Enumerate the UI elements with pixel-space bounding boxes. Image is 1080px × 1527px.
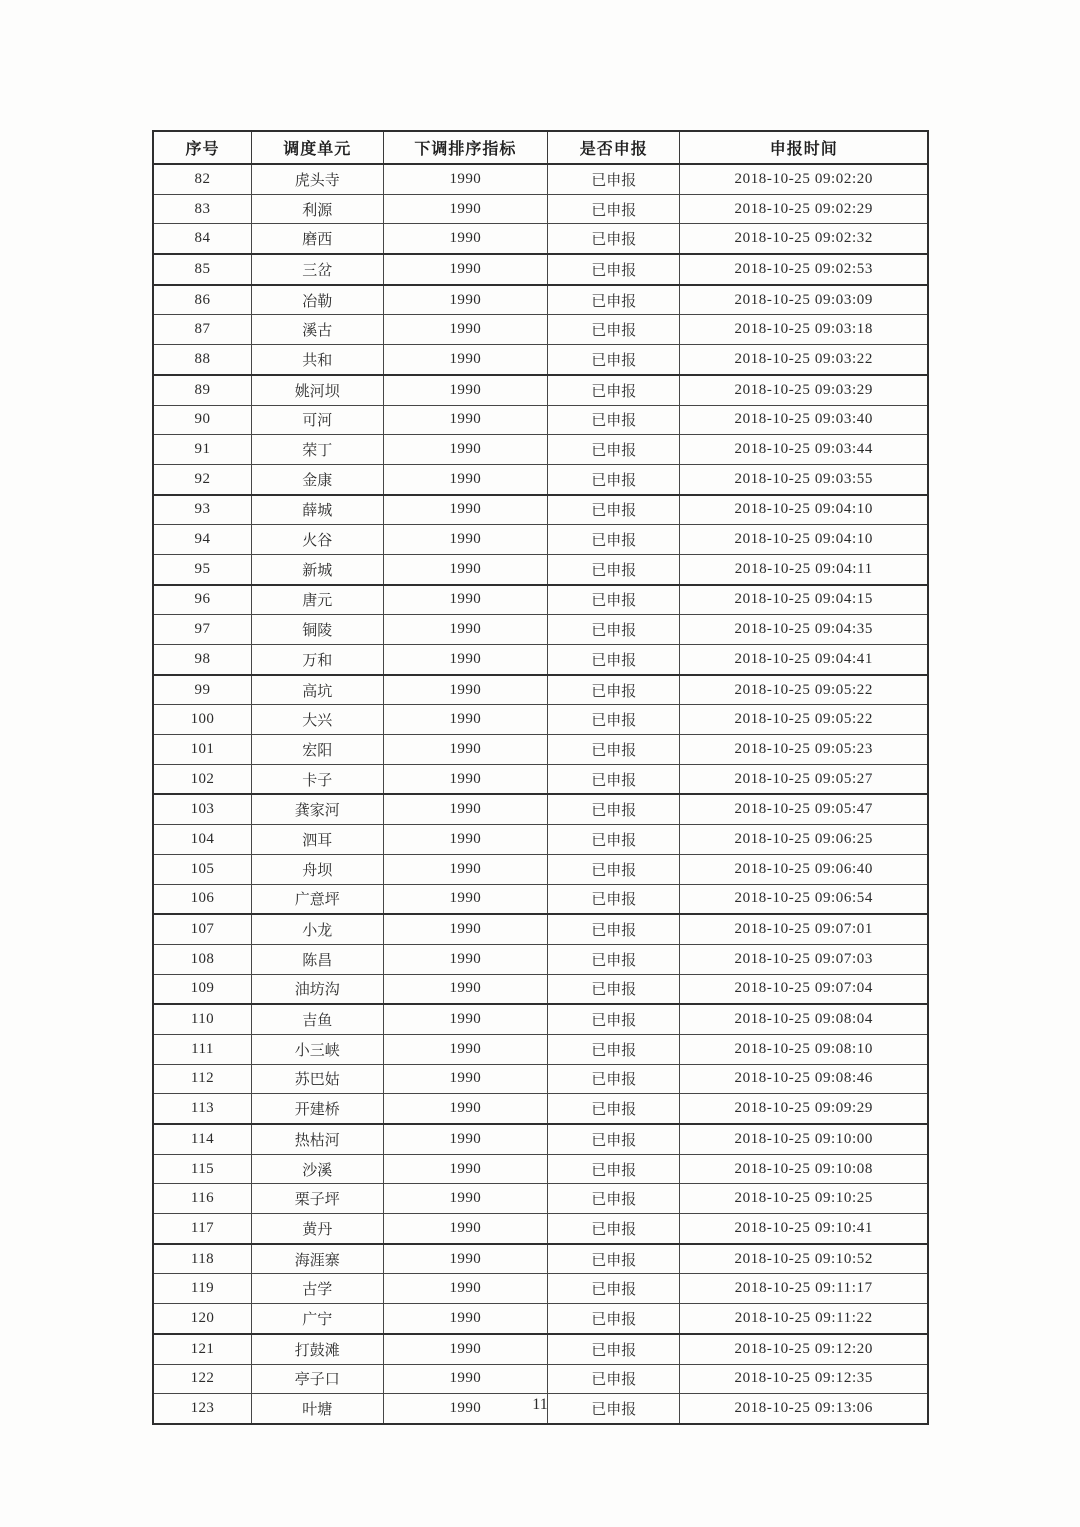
- cell-declare-time: 2018-10-25 09:04:10: [680, 525, 928, 555]
- cell-declare-time: 2018-10-25 09:04:35: [680, 615, 928, 645]
- cell-declare-time: 2018-10-25 09:03:22: [680, 345, 928, 375]
- cell-dispatch-unit: 舟坝: [251, 854, 383, 884]
- cell-dispatch-unit: 海涯寨: [251, 1244, 383, 1274]
- cell-declared-status: 已申报: [547, 1034, 680, 1064]
- table-row: [153, 1004, 928, 1034]
- cell-declared-status: 已申报: [547, 1304, 680, 1334]
- cell-declare-time: 2018-10-25 09:05:22: [680, 705, 928, 735]
- column-header-serial-number: 序号: [153, 131, 251, 164]
- column-header-dispatch-unit: 调度单元: [251, 131, 383, 164]
- cell-down-rank-index: 1990: [383, 854, 547, 884]
- cell-serial-number: 108: [153, 944, 251, 974]
- cell-declared-status: 已申报: [547, 1004, 680, 1034]
- table-row: [153, 1304, 928, 1334]
- cell-declared-status: 已申报: [547, 585, 680, 615]
- cell-serial-number: 123: [153, 1394, 251, 1424]
- cell-serial-number: 88: [153, 345, 251, 375]
- cell-down-rank-index: 1990: [383, 1364, 547, 1394]
- cell-serial-number: 104: [153, 825, 251, 855]
- cell-declared-status: 已申报: [547, 164, 680, 194]
- cell-declared-status: 已申报: [547, 1184, 680, 1214]
- table-row: [153, 1244, 928, 1274]
- table-row: [153, 974, 928, 1004]
- cell-dispatch-unit: 磨西: [251, 224, 383, 254]
- cell-declared-status: 已申报: [547, 735, 680, 765]
- cell-declared-status: 已申报: [547, 914, 680, 944]
- cell-declare-time: 2018-10-25 09:10:08: [680, 1154, 928, 1184]
- cell-down-rank-index: 1990: [383, 1004, 547, 1034]
- cell-down-rank-index: 1990: [383, 1304, 547, 1334]
- cell-dispatch-unit: 荣丁: [251, 435, 383, 465]
- cell-declared-status: 已申报: [547, 1124, 680, 1154]
- column-header-down-rank-index: 下调排序指标: [383, 131, 547, 164]
- cell-dispatch-unit: 卡子: [251, 764, 383, 794]
- cell-declared-status: 已申报: [547, 645, 680, 675]
- cell-serial-number: 105: [153, 854, 251, 884]
- cell-serial-number: 113: [153, 1094, 251, 1124]
- cell-down-rank-index: 1990: [383, 435, 547, 465]
- cell-declare-time: 2018-10-25 09:05:27: [680, 764, 928, 794]
- cell-down-rank-index: 1990: [383, 405, 547, 435]
- table-row: [153, 854, 928, 884]
- cell-serial-number: 100: [153, 705, 251, 735]
- cell-down-rank-index: 1990: [383, 285, 547, 315]
- table-row: [153, 554, 928, 584]
- cell-declared-status: 已申报: [547, 1064, 680, 1094]
- cell-declare-time: 2018-10-25 09:02:20: [680, 164, 928, 194]
- cell-declare-time: 2018-10-25 09:03:44: [680, 435, 928, 465]
- cell-declare-time: 2018-10-25 09:05:47: [680, 794, 928, 824]
- cell-declared-status: 已申报: [547, 1154, 680, 1184]
- cell-dispatch-unit: 火谷: [251, 525, 383, 555]
- cell-down-rank-index: 1990: [383, 194, 547, 224]
- cell-declare-time: 2018-10-25 09:05:23: [680, 735, 928, 765]
- cell-down-rank-index: 1990: [383, 375, 547, 405]
- cell-declare-time: 2018-10-25 09:07:01: [680, 914, 928, 944]
- table-row: [153, 525, 928, 555]
- cell-down-rank-index: 1990: [383, 224, 547, 254]
- cell-serial-number: 120: [153, 1304, 251, 1334]
- cell-dispatch-unit: 油坊沟: [251, 974, 383, 1004]
- table-row: [153, 495, 928, 525]
- cell-declare-time: 2018-10-25 09:11:22: [680, 1304, 928, 1334]
- cell-dispatch-unit: 新城: [251, 554, 383, 584]
- cell-down-rank-index: 1990: [383, 1034, 547, 1064]
- table-row: [153, 1124, 928, 1154]
- table-row: [153, 764, 928, 794]
- cell-serial-number: 112: [153, 1064, 251, 1094]
- cell-down-rank-index: 1990: [383, 1394, 547, 1424]
- cell-serial-number: 82: [153, 164, 251, 194]
- cell-serial-number: 87: [153, 315, 251, 345]
- table-row: [153, 1274, 928, 1304]
- cell-serial-number: 101: [153, 735, 251, 765]
- cell-down-rank-index: 1990: [383, 645, 547, 675]
- cell-declared-status: 已申报: [547, 1274, 680, 1304]
- cell-declare-time: 2018-10-25 09:10:52: [680, 1244, 928, 1274]
- table-row: [153, 375, 928, 405]
- cell-serial-number: 95: [153, 554, 251, 584]
- cell-dispatch-unit: 叶塘: [251, 1394, 383, 1424]
- cell-down-rank-index: 1990: [383, 345, 547, 375]
- cell-declared-status: 已申报: [547, 525, 680, 555]
- cell-declared-status: 已申报: [547, 285, 680, 315]
- table-row: [153, 884, 928, 914]
- cell-declare-time: 2018-10-25 09:07:03: [680, 944, 928, 974]
- cell-declared-status: 已申报: [547, 464, 680, 494]
- cell-declared-status: 已申报: [547, 375, 680, 405]
- cell-down-rank-index: 1990: [383, 495, 547, 525]
- cell-declared-status: 已申报: [547, 224, 680, 254]
- cell-declare-time: 2018-10-25 09:10:00: [680, 1124, 928, 1154]
- cell-down-rank-index: 1990: [383, 1334, 547, 1364]
- table-row: [153, 1364, 928, 1394]
- cell-serial-number: 96: [153, 585, 251, 615]
- cell-dispatch-unit: 热枯河: [251, 1124, 383, 1154]
- cell-down-rank-index: 1990: [383, 1274, 547, 1304]
- cell-declare-time: 2018-10-25 09:04:41: [680, 645, 928, 675]
- cell-serial-number: 106: [153, 884, 251, 914]
- table-row: [153, 405, 928, 435]
- table-row: [153, 194, 928, 224]
- cell-dispatch-unit: 可河: [251, 405, 383, 435]
- cell-dispatch-unit: 小龙: [251, 914, 383, 944]
- cell-dispatch-unit: 陈昌: [251, 944, 383, 974]
- cell-declared-status: 已申报: [547, 705, 680, 735]
- cell-declared-status: 已申报: [547, 405, 680, 435]
- table-row: [153, 1184, 928, 1214]
- cell-down-rank-index: 1990: [383, 974, 547, 1004]
- column-header-declared-or-not: 是否申报: [547, 131, 680, 164]
- cell-declared-status: 已申报: [547, 675, 680, 705]
- cell-serial-number: 114: [153, 1124, 251, 1154]
- cell-declared-status: 已申报: [547, 615, 680, 645]
- cell-declared-status: 已申报: [547, 435, 680, 465]
- table-row: [153, 1214, 928, 1244]
- cell-declared-status: 已申报: [547, 345, 680, 375]
- cell-serial-number: 121: [153, 1334, 251, 1364]
- cell-declare-time: 2018-10-25 09:06:54: [680, 884, 928, 914]
- cell-declared-status: 已申报: [547, 194, 680, 224]
- table-row: [153, 705, 928, 735]
- cell-down-rank-index: 1990: [383, 254, 547, 285]
- cell-dispatch-unit: 利源: [251, 194, 383, 224]
- cell-declared-status: 已申报: [547, 1334, 680, 1364]
- cell-declare-time: 2018-10-25 09:03:55: [680, 464, 928, 494]
- cell-serial-number: 85: [153, 254, 251, 285]
- cell-serial-number: 91: [153, 435, 251, 465]
- cell-down-rank-index: 1990: [383, 1124, 547, 1154]
- table-row: [153, 1154, 928, 1184]
- column-header-declare-time: 申报时间: [680, 131, 928, 164]
- cell-serial-number: 115: [153, 1154, 251, 1184]
- cell-dispatch-unit: 吉鱼: [251, 1004, 383, 1034]
- cell-serial-number: 111: [153, 1034, 251, 1064]
- cell-declare-time: 2018-10-25 09:04:11: [680, 554, 928, 584]
- table-row: [153, 435, 928, 465]
- table-row: [153, 1034, 928, 1064]
- cell-down-rank-index: 1990: [383, 764, 547, 794]
- cell-dispatch-unit: 泗耳: [251, 825, 383, 855]
- cell-down-rank-index: 1990: [383, 825, 547, 855]
- cell-down-rank-index: 1990: [383, 615, 547, 645]
- cell-declared-status: 已申报: [547, 825, 680, 855]
- cell-dispatch-unit: 姚河坝: [251, 375, 383, 405]
- cell-declare-time: 2018-10-25 09:03:40: [680, 405, 928, 435]
- cell-down-rank-index: 1990: [383, 1214, 547, 1244]
- cell-dispatch-unit: 大兴: [251, 705, 383, 735]
- table-row: [153, 464, 928, 494]
- cell-serial-number: 102: [153, 764, 251, 794]
- cell-declared-status: 已申报: [547, 554, 680, 584]
- table-row: [153, 585, 928, 615]
- cell-declare-time: 2018-10-25 09:03:09: [680, 285, 928, 315]
- table-header-row: [153, 131, 928, 164]
- cell-serial-number: 110: [153, 1004, 251, 1034]
- cell-declare-time: 2018-10-25 09:11:17: [680, 1274, 928, 1304]
- cell-down-rank-index: 1990: [383, 914, 547, 944]
- table-row: [153, 735, 928, 765]
- table-row: [153, 794, 928, 824]
- cell-declare-time: 2018-10-25 09:06:25: [680, 825, 928, 855]
- cell-down-rank-index: 1990: [383, 164, 547, 194]
- cell-declared-status: 已申报: [547, 1394, 680, 1424]
- cell-declare-time: 2018-10-25 09:10:25: [680, 1184, 928, 1214]
- cell-declare-time: 2018-10-25 09:03:29: [680, 375, 928, 405]
- cell-down-rank-index: 1990: [383, 1064, 547, 1094]
- table-body: [153, 164, 928, 1424]
- cell-declare-time: 2018-10-25 09:02:53: [680, 254, 928, 285]
- cell-dispatch-unit: 溪古: [251, 315, 383, 345]
- cell-dispatch-unit: 高坑: [251, 675, 383, 705]
- cell-declare-time: 2018-10-25 09:13:06: [680, 1394, 928, 1424]
- cell-down-rank-index: 1990: [383, 794, 547, 824]
- cell-declare-time: 2018-10-25 09:08:46: [680, 1064, 928, 1094]
- cell-dispatch-unit: 黄丹: [251, 1214, 383, 1244]
- cell-declared-status: 已申报: [547, 884, 680, 914]
- cell-down-rank-index: 1990: [383, 1184, 547, 1214]
- cell-dispatch-unit: 龚家河: [251, 794, 383, 824]
- cell-serial-number: 93: [153, 495, 251, 525]
- table-row: [153, 254, 928, 285]
- cell-serial-number: 118: [153, 1244, 251, 1274]
- cell-declare-time: 2018-10-25 09:12:20: [680, 1334, 928, 1364]
- cell-down-rank-index: 1990: [383, 464, 547, 494]
- cell-serial-number: 92: [153, 464, 251, 494]
- cell-down-rank-index: 1990: [383, 884, 547, 914]
- cell-down-rank-index: 1990: [383, 1244, 547, 1274]
- table-row: [153, 825, 928, 855]
- cell-dispatch-unit: 开建桥: [251, 1094, 383, 1124]
- cell-declare-time: 2018-10-25 09:06:40: [680, 854, 928, 884]
- cell-down-rank-index: 1990: [383, 525, 547, 555]
- cell-dispatch-unit: 薛城: [251, 495, 383, 525]
- cell-declared-status: 已申报: [547, 315, 680, 345]
- cell-serial-number: 84: [153, 224, 251, 254]
- cell-dispatch-unit: 沙溪: [251, 1154, 383, 1184]
- cell-declare-time: 2018-10-25 09:02:32: [680, 224, 928, 254]
- cell-declare-time: 2018-10-25 09:08:04: [680, 1004, 928, 1034]
- table-row: [153, 675, 928, 705]
- cell-down-rank-index: 1990: [383, 585, 547, 615]
- cell-declare-time: 2018-10-25 09:09:29: [680, 1094, 928, 1124]
- cell-serial-number: 107: [153, 914, 251, 944]
- cell-dispatch-unit: 宏阳: [251, 735, 383, 765]
- cell-dispatch-unit: 亭子口: [251, 1364, 383, 1394]
- page-number: 11: [532, 1396, 548, 1413]
- cell-declared-status: 已申报: [547, 974, 680, 1004]
- cell-declare-time: 2018-10-25 09:07:04: [680, 974, 928, 1004]
- cell-dispatch-unit: 三岔: [251, 254, 383, 285]
- cell-serial-number: 117: [153, 1214, 251, 1244]
- cell-declared-status: 已申报: [547, 495, 680, 525]
- cell-dispatch-unit: 广宁: [251, 1304, 383, 1334]
- cell-down-rank-index: 1990: [383, 315, 547, 345]
- cell-dispatch-unit: 万和: [251, 645, 383, 675]
- table-row: [153, 914, 928, 944]
- cell-dispatch-unit: 唐元: [251, 585, 383, 615]
- cell-down-rank-index: 1990: [383, 944, 547, 974]
- cell-serial-number: 86: [153, 285, 251, 315]
- table-row: [153, 615, 928, 645]
- cell-declare-time: 2018-10-25 09:04:15: [680, 585, 928, 615]
- cell-down-rank-index: 1990: [383, 1094, 547, 1124]
- table-row: [153, 944, 928, 974]
- table-row: [153, 345, 928, 375]
- cell-serial-number: 90: [153, 405, 251, 435]
- cell-down-rank-index: 1990: [383, 705, 547, 735]
- cell-declare-time: 2018-10-25 09:10:41: [680, 1214, 928, 1244]
- table-row: [153, 1334, 928, 1364]
- cell-dispatch-unit: 苏巴姑: [251, 1064, 383, 1094]
- cell-dispatch-unit: 金康: [251, 464, 383, 494]
- cell-declare-time: 2018-10-25 09:12:35: [680, 1364, 928, 1394]
- cell-declare-time: 2018-10-25 09:04:10: [680, 495, 928, 525]
- cell-serial-number: 122: [153, 1364, 251, 1394]
- cell-declared-status: 已申报: [547, 794, 680, 824]
- cell-declared-status: 已申报: [547, 944, 680, 974]
- cell-down-rank-index: 1990: [383, 735, 547, 765]
- table-row: [153, 164, 928, 194]
- cell-declare-time: 2018-10-25 09:02:29: [680, 194, 928, 224]
- cell-declare-time: 2018-10-25 09:08:10: [680, 1034, 928, 1064]
- cell-serial-number: 116: [153, 1184, 251, 1214]
- cell-down-rank-index: 1990: [383, 554, 547, 584]
- cell-dispatch-unit: 小三峡: [251, 1034, 383, 1064]
- cell-dispatch-unit: 虎头寺: [251, 164, 383, 194]
- cell-down-rank-index: 1990: [383, 1154, 547, 1184]
- cell-declare-time: 2018-10-25 09:03:18: [680, 315, 928, 345]
- cell-serial-number: 103: [153, 794, 251, 824]
- cell-declared-status: 已申报: [547, 1094, 680, 1124]
- cell-dispatch-unit: 广意坪: [251, 884, 383, 914]
- cell-dispatch-unit: 栗子坪: [251, 1184, 383, 1214]
- cell-serial-number: 83: [153, 194, 251, 224]
- table-row: [153, 224, 928, 254]
- table-row: [153, 315, 928, 345]
- cell-serial-number: 94: [153, 525, 251, 555]
- cell-serial-number: 109: [153, 974, 251, 1004]
- cell-serial-number: 97: [153, 615, 251, 645]
- cell-serial-number: 89: [153, 375, 251, 405]
- cell-serial-number: 99: [153, 675, 251, 705]
- cell-down-rank-index: 1990: [383, 675, 547, 705]
- cell-dispatch-unit: 打鼓滩: [251, 1334, 383, 1364]
- cell-dispatch-unit: 铜陵: [251, 615, 383, 645]
- cell-declared-status: 已申报: [547, 254, 680, 285]
- cell-declared-status: 已申报: [547, 764, 680, 794]
- cell-declared-status: 已申报: [547, 854, 680, 884]
- table-row: [153, 1094, 928, 1124]
- cell-dispatch-unit: 共和: [251, 345, 383, 375]
- cell-serial-number: 119: [153, 1274, 251, 1304]
- cell-declared-status: 已申报: [547, 1214, 680, 1244]
- cell-dispatch-unit: 冶勒: [251, 285, 383, 315]
- cell-declared-status: 已申报: [547, 1364, 680, 1394]
- cell-declared-status: 已申报: [547, 1244, 680, 1274]
- dispatch-declaration-table: [152, 130, 929, 1425]
- cell-declare-time: 2018-10-25 09:05:22: [680, 675, 928, 705]
- cell-dispatch-unit: 古学: [251, 1274, 383, 1304]
- cell-serial-number: 98: [153, 645, 251, 675]
- table-row: [153, 285, 928, 315]
- table-row: [153, 1064, 928, 1094]
- table-row: [153, 645, 928, 675]
